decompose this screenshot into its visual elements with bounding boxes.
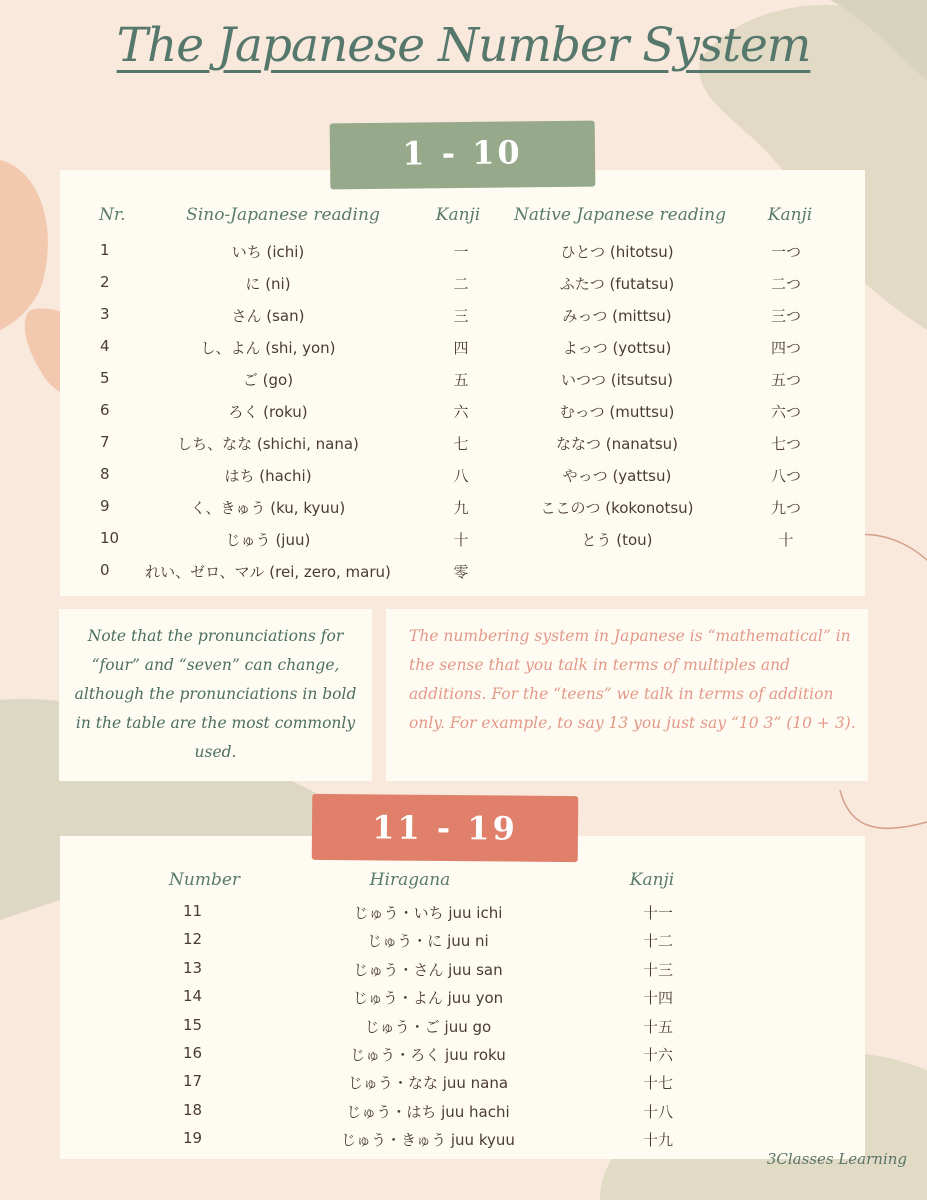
header-kanji: Kanji — [629, 870, 675, 890]
cell-kanji: 九 — [453, 499, 469, 517]
cell-number: 19 — [183, 1129, 203, 1147]
header-native-japanese-reading: Native Japanese reading — [514, 205, 726, 225]
cell-kanji-native: 四つ — [770, 339, 802, 357]
cell-kanji-native: 一つ — [770, 243, 802, 261]
header-number: Number — [169, 870, 241, 890]
cell-native: みっつ (mittsu) — [562, 307, 672, 325]
cell-nr: 2 — [100, 273, 110, 291]
cell-kanji: 十八 — [642, 1103, 674, 1121]
cell-kanji: 十二 — [642, 932, 674, 950]
cell-kanji: 六 — [453, 403, 469, 421]
section-banner-1-10: 1 - 10 — [330, 121, 596, 190]
cell-sino: さん (san) — [231, 307, 305, 325]
cell-sino: はち (hachi) — [224, 467, 312, 485]
note-pronunciation: Note that the pronunciations for “four” and “seven” can change, although the pronunciations in bold in the table are the most commonly used. — [74, 627, 357, 761]
cell-kanji: 十九 — [642, 1131, 674, 1149]
cell-hiragana: じゅう・ご juu go — [364, 1018, 492, 1036]
cell-nr: 6 — [100, 401, 110, 419]
cell-hiragana: じゅう・なな juu nana — [347, 1074, 509, 1092]
cell-kanji-native: 七つ — [770, 435, 802, 453]
cell-native: とう (tou) — [581, 531, 653, 549]
cell-kanji: 零 — [453, 563, 469, 581]
header-kanji-1: Kanji — [435, 205, 481, 225]
cell-nr: 8 — [100, 465, 110, 483]
cell-hiragana: じゅう・ろく juu roku — [350, 1046, 506, 1064]
section-banner-11-19: 11 - 19 — [312, 794, 579, 862]
cell-kanji: 二 — [453, 275, 469, 293]
cell-hiragana: じゅう・はち juu hachi — [346, 1103, 510, 1121]
footer-brand: 3Classes Learning — [766, 1150, 907, 1168]
cell-native: よっつ (yottsu) — [562, 339, 672, 357]
cell-kanji-native: 五つ — [770, 371, 802, 389]
cell-hiragana: じゅう・さん juu san — [353, 961, 503, 979]
cell-native: むっつ (muttsu) — [559, 403, 675, 421]
cell-kanji: 五 — [453, 371, 469, 389]
cell-kanji-native: 六つ — [770, 403, 802, 421]
cell-kanji: 十六 — [642, 1046, 674, 1064]
header-nr: Nr. — [99, 205, 126, 225]
cell-number: 13 — [183, 959, 203, 977]
header-hiragana: Hiragana — [369, 870, 451, 890]
cell-sino: ろく (roku) — [228, 403, 308, 421]
cell-sino: しち、なな (shichi, nana) — [177, 435, 359, 453]
cell-kanji-native: 九つ — [770, 499, 802, 517]
cell-native: ななつ (nanatsu) — [555, 435, 679, 453]
cell-number: 17 — [183, 1072, 203, 1090]
header-kanji-2: Kanji — [767, 205, 813, 225]
cell-native: やっつ (yattsu) — [562, 467, 672, 485]
cell-number: 11 — [183, 902, 203, 920]
cell-hiragana: じゅう・よん juu yon — [352, 989, 504, 1007]
cell-native: ひとつ (hitotsu) — [560, 243, 674, 261]
note-numbering-system: The numbering system in Japanese is “mathematical” in the sense that you talk in terms of multiples and additions. For the “teens” we talk in terms of addition only. For example, to say 13 you just say “10 3” (10 + 3). — [409, 627, 856, 732]
cell-nr: 9 — [100, 497, 110, 515]
cell-sino: し、よん (shi, yon) — [200, 339, 336, 357]
cell-number: 16 — [183, 1044, 203, 1062]
cell-kanji: 十一 — [642, 904, 674, 922]
cell-hiragana: じゅう・きゅう juu kyuu — [341, 1131, 515, 1149]
cell-number: 12 — [183, 930, 203, 948]
cell-nr: 0 — [100, 561, 110, 579]
cell-kanji: 十三 — [642, 961, 674, 979]
cell-sino: じゅう (juu) — [225, 531, 311, 549]
cell-kanji: 四 — [453, 339, 469, 357]
cell-number: 14 — [183, 987, 203, 1005]
cell-kanji-native: 三つ — [770, 307, 802, 325]
cell-nr: 10 — [100, 529, 120, 547]
cell-kanji: 十 — [453, 531, 469, 549]
cell-hiragana: じゅう・いち juu ichi — [353, 904, 503, 922]
header-sino-japanese-reading: Sino-Japanese reading — [186, 205, 380, 225]
cell-sino: に (ni) — [245, 275, 291, 293]
cell-kanji: 十七 — [642, 1074, 674, 1092]
cell-kanji: 一 — [453, 243, 469, 261]
cell-kanji-native: 二つ — [770, 275, 802, 293]
cell-sino: く、きゅう (ku, kyuu) — [190, 499, 346, 517]
cell-kanji: 十五 — [642, 1018, 674, 1036]
cell-kanji: 三 — [453, 307, 469, 325]
cell-sino: れい、ゼロ、マル (rei, zero, maru) — [145, 563, 391, 581]
cell-nr: 4 — [100, 337, 110, 355]
cell-nr: 7 — [100, 433, 110, 451]
cell-sino: ご (go) — [242, 371, 294, 389]
cell-nr: 5 — [100, 369, 110, 387]
cell-number: 18 — [183, 1101, 203, 1119]
cell-nr: 1 — [100, 241, 110, 259]
cell-kanji-native: 十 — [778, 531, 794, 549]
cell-number: 15 — [183, 1016, 203, 1034]
cell-nr: 3 — [100, 305, 110, 323]
blob-left-peach — [0, 160, 48, 330]
cell-native: ここのつ (kokonotsu) — [540, 499, 694, 517]
page-title: The Japanese Number System — [116, 18, 811, 73]
cell-kanji: 十四 — [642, 989, 674, 1007]
cell-sino: いち (ichi) — [231, 243, 305, 261]
cell-hiragana: じゅう・に juu ni — [367, 932, 489, 950]
cell-native: ふたつ (futatsu) — [559, 275, 675, 293]
cell-native: いつつ (itsutsu) — [560, 371, 674, 389]
cell-kanji: 七 — [453, 435, 469, 453]
line-art-curve-lower — [840, 790, 927, 828]
cell-kanji: 八 — [453, 467, 469, 485]
cell-kanji-native: 八つ — [770, 467, 802, 485]
